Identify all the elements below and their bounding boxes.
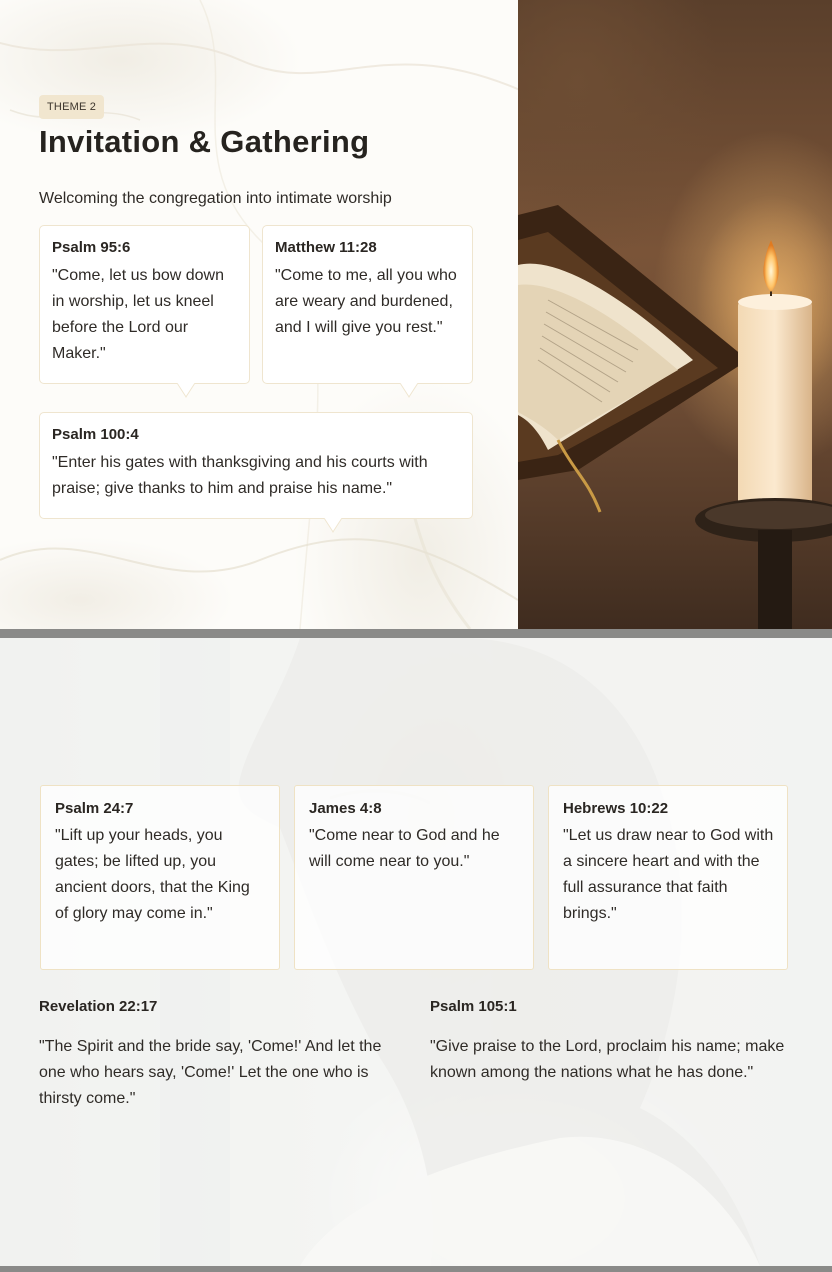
verse-text: "Lift up your heads, you gates; be lifted up, you ancient doors, that the King of glory may come in."	[55, 827, 250, 922]
verse-reference: Hebrews 10:22	[563, 800, 669, 817]
slide-verses-grid	[0, 638, 832, 1266]
verse-text: "Give praise to the Lord, proclaim his name; make known among the nations what he has done."	[430, 1038, 785, 1081]
slide-invitation-gathering	[0, 0, 832, 629]
verse-bubble	[39, 225, 250, 384]
subtitle: Welcoming the congregation into intimate worship	[39, 190, 392, 207]
verse-reference: Psalm 24:7	[55, 800, 134, 817]
theme-badge: THEME 2	[39, 95, 104, 119]
verse-reference: James 4:8	[309, 800, 382, 817]
verse-plain	[430, 998, 788, 1086]
verse-reference: Psalm 105:1	[430, 998, 517, 1015]
verse-card	[294, 785, 534, 970]
verse-reference: Matthew 11:28	[275, 239, 377, 256]
verse-text: "The Spirit and the bride say, 'Come!' And let the one who hears say, 'Come!' Let the one who is thirsty come."	[39, 1038, 382, 1107]
verse-text: "Come near to God and he will come near to you."	[309, 827, 500, 870]
page-title: Invitation & Gathering	[39, 124, 370, 159]
bible-candle-photo	[518, 0, 832, 629]
verse-card	[40, 785, 280, 970]
verse-bubble	[262, 225, 473, 384]
verse-text: "Come, let us bow down in worship, let us kneel before the Lord our Maker."	[52, 267, 224, 362]
verse-card	[548, 785, 788, 970]
verse-reference: Psalm 100:4	[52, 426, 139, 443]
verse-text: "Come to me, all you who are weary and burdened, and I will give you rest."	[275, 267, 457, 336]
bible-candle-illustration	[518, 0, 832, 629]
verse-text: "Enter his gates with thanksgiving and his courts with praise; give thanks to him and praise his name."	[52, 454, 428, 497]
verse-reference: Revelation 22:17	[39, 998, 158, 1015]
verse-text: "Let us draw near to God with a sincere heart and with the full assurance that faith brings."	[563, 827, 774, 922]
verse-bubble	[39, 412, 473, 519]
verse-reference: Psalm 95:6	[52, 239, 131, 256]
verse-plain	[39, 998, 399, 1112]
